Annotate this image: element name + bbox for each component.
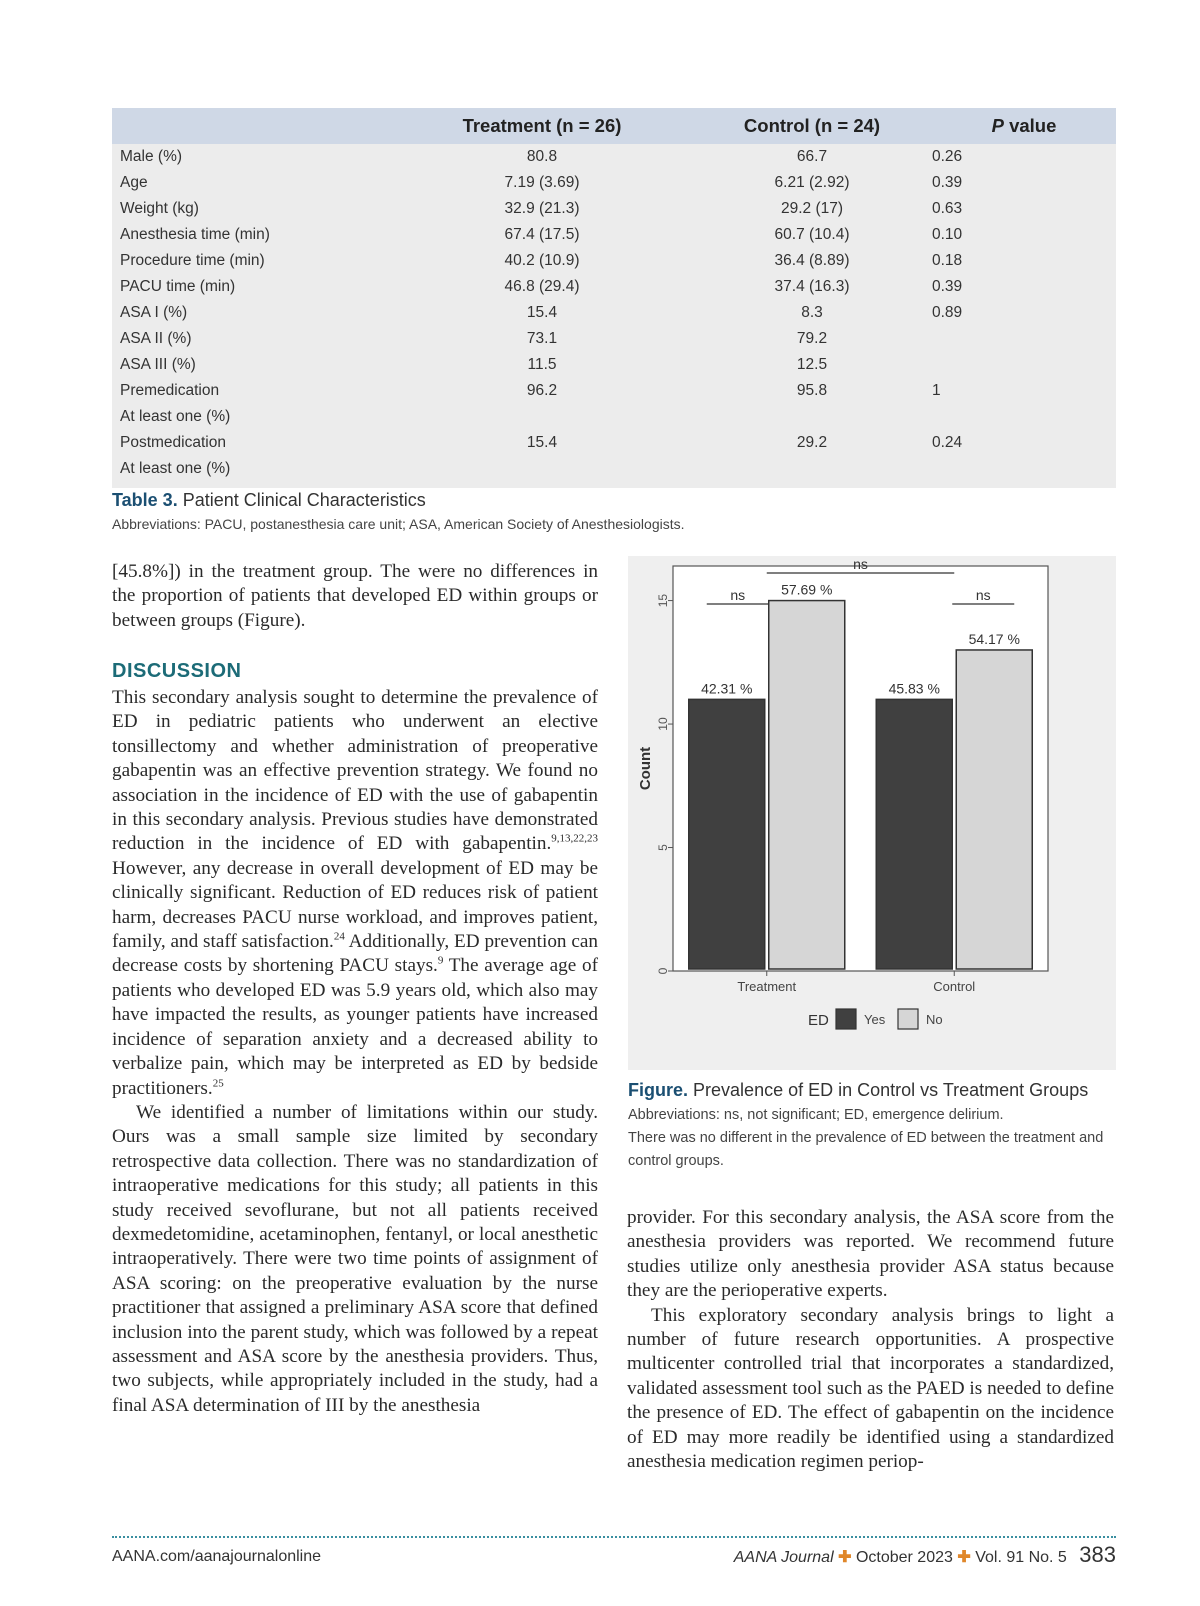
table-cell: 60.7 (10.4)	[774, 226, 850, 243]
table-caption	[112, 490, 426, 511]
discussion-text	[112, 686, 598, 1418]
table-cell	[932, 407, 1116, 427]
table-body	[112, 144, 1116, 482]
figure-abbreviations: Abbreviations: ns, not significant; ED, emergence delirium.	[628, 1107, 1004, 1123]
table-cell: 1	[932, 382, 941, 399]
table-cell: 0.10	[932, 226, 963, 243]
bar	[876, 699, 952, 969]
table-cell: Weight (kg)	[120, 200, 199, 217]
table-cell: 80.8	[526, 148, 558, 165]
table-cell: 0.18	[932, 252, 963, 269]
data-label: 42.31 %	[701, 680, 753, 697]
table-cell: 15.4	[526, 434, 558, 451]
table-cell: 0.89	[932, 304, 963, 321]
data-label: 45.83 %	[888, 680, 940, 697]
table-cell: Anesthesia time (min)	[120, 226, 270, 243]
significance-label: ns	[730, 587, 746, 603]
y-axis-label: Count	[637, 746, 654, 791]
table-cell: ASA III (%)	[120, 356, 196, 373]
data-label: 54.17 %	[968, 630, 1020, 647]
table-cell: 95.8	[796, 382, 828, 399]
table-row	[112, 248, 1116, 274]
bar	[689, 699, 765, 969]
significance-label: ns	[853, 556, 868, 572]
table-caption-text: Patient Clinical Characteristics	[182, 490, 426, 510]
table-cell: 7.19 (3.69)	[504, 174, 580, 191]
table-row	[112, 222, 1116, 248]
bar	[956, 650, 1032, 969]
plus-icon: ✚	[957, 1549, 971, 1566]
table-row	[112, 430, 1116, 456]
table-cell: 79.2	[796, 330, 828, 347]
significance-label: ns	[975, 587, 991, 603]
discussion-heading: DISCUSSION	[112, 660, 242, 682]
header-cell: Treatment (n = 26)	[462, 115, 622, 136]
paragraph: This secondary analysis sought to determine the prevalence of ED in pediatric patients who underwent an elective tonsillectomy and whether administration of preoperative gabapentin was an effective prevention strategy. We found no association in the incidence of ED with the use of gabapentin in this secondary analysis. Previous studies have demonstrated reduction in the incidence of ED with gabapentin.$^{9,13,22,23}$ However, any decrease in overall development of ED may be clinically significant. Reduction of ED reduces risk of patient harm, decreases PACU nurse workload, and improves patient, family, and staff satisfaction.$^{24}$ Additionally, ED prevention can decrease costs by shortening PACU stays.$^9$ The average age of patients who developed ED was 5.9 years old, which also may have impacted the results, as younger patients have increased incidence of separation anxiety and a decreased ability to verbalize pain, which may be interpreted as ED by bedside practitioners.$^{25}$	[112, 687, 598, 1099]
y-tick-label: 10	[656, 717, 670, 731]
table-cell: At least one (%)	[120, 408, 231, 425]
figure-caption-text: Prevalence of ED in Control vs Treatment Groups	[693, 1080, 1089, 1100]
table-row	[112, 326, 1116, 352]
paragraph: We identified a number of limitations within our study. Ours was a small sample size limited by secondary retrospective data collection. There was no standardization of intraoperative medications for this study; all patients in this study received sevoflurane, but not all patients received dexmedetomidine, acetaminophen, fentanyl, or local anesthetic intraoperatively. There were two time points of assignment of ASA scoring: on the preoperative evaluation by the nurse practitioner that assigned a preliminary ASA score that defined inclusion into the parent study, which was followed by a repeat assessment and ASA score by the anesthesia providers. Thus, two subjects, while appropriately included in the study, had a final ASA determination of III by the anesthesia	[112, 1101, 598, 1416]
table-cell: 73.1	[526, 330, 558, 347]
paragraph: This exploratory secondary analysis brings to light a number of future research opportunities. A prospective multicenter controlled trial that incorporates a standardized, validated assessment tool such as the PAED is needed to define the presence of ED. The effect of gabapentin on the incidence of ED may more readily be identified using a standardized anesthesia medication regimen periop-	[627, 1304, 1114, 1473]
table-cell	[692, 459, 932, 479]
legend-swatch	[898, 1009, 918, 1029]
table-cell: Postmedication	[120, 434, 226, 451]
table-cell: At least one (%)	[120, 460, 231, 477]
bar	[769, 601, 845, 969]
x-tick-label: Control	[933, 979, 976, 994]
figure-caption	[628, 1080, 1118, 1173]
y-tick-label: 5	[656, 844, 670, 851]
table-row	[112, 300, 1116, 326]
table-cell	[932, 459, 1116, 479]
table-cell: 8.3	[801, 304, 823, 321]
y-tick-label: 0	[656, 967, 670, 975]
journal-issue-info	[734, 1542, 1116, 1568]
table-cell: 15.4	[526, 304, 558, 321]
table-row	[112, 274, 1116, 300]
issue-date: October 2023	[855, 1549, 953, 1566]
bar-chart	[628, 556, 1116, 1070]
table-cell: 0.39	[932, 278, 963, 295]
table-cell: 40.2 (10.9)	[504, 252, 580, 269]
page-number: 383	[1079, 1542, 1116, 1567]
table-row	[112, 404, 1116, 430]
table-row	[112, 456, 1116, 482]
table-header	[112, 108, 1116, 144]
right-column-text	[627, 1206, 1114, 1474]
table-cell: Premedication	[120, 382, 220, 399]
table-abbreviations: Abbreviations: PACU, postanesthesia care unit; ASA, American Society of Anesthesiologists.	[112, 516, 685, 532]
y-tick-label: 15	[656, 593, 670, 608]
table-caption-label: Table 3.	[112, 490, 178, 510]
ed-prevalence-figure	[628, 556, 1116, 1070]
table-cell	[392, 407, 692, 427]
table-cell: 11.5	[527, 356, 557, 373]
journal-name: AANA Journal	[733, 1549, 834, 1566]
table-cell: 0.63	[932, 200, 963, 217]
legend-label: Yes	[864, 1012, 886, 1027]
table-row	[112, 352, 1116, 378]
data-label: 57.69 %	[781, 581, 833, 598]
table-cell: 0.39	[932, 174, 963, 191]
table-cell: Male (%)	[120, 148, 183, 165]
table-cell: 46.8 (29.4)	[504, 278, 580, 295]
table-cell: 6.21 (2.92)	[774, 174, 850, 191]
table-row	[112, 144, 1116, 170]
table-cell: Procedure time (min)	[120, 252, 265, 269]
table-row	[112, 170, 1116, 196]
legend-swatch	[836, 1009, 856, 1029]
table-cell: 32.9 (21.3)	[504, 200, 580, 217]
clinical-characteristics-table	[112, 108, 1116, 488]
table-cell: 66.7	[796, 148, 828, 165]
table-row	[112, 196, 1116, 222]
table-cell: 12.5	[796, 356, 828, 373]
table-cell	[692, 407, 932, 427]
left-intro-text	[112, 560, 598, 633]
x-tick-label: Treatment	[737, 979, 797, 994]
table-cell: PACU time (min)	[120, 278, 236, 295]
table-cell	[932, 355, 1116, 375]
table-cell: 96.2	[526, 382, 558, 399]
figure-note: There was no different in the prevalence of ED between the treatment and control groups.	[628, 1130, 1104, 1169]
table-cell: 67.4 (17.5)	[504, 226, 580, 243]
plus-icon: ✚	[838, 1549, 852, 1566]
legend-title: ED	[808, 1012, 829, 1029]
header-cell: P value	[991, 115, 1057, 136]
paragraph: [45.8%]) in the treatment group. The were no differences in the proportion of patients that developed ED within groups or between groups (Figure).	[112, 561, 598, 631]
journal-url[interactable]: AANA.com/aanajournalonline	[112, 1548, 322, 1565]
table-cell: 37.4 (16.3)	[774, 278, 850, 295]
table-cell: 36.4 (8.89)	[774, 252, 850, 269]
table-cell: ASA I (%)	[120, 304, 188, 321]
table-cell: 0.26	[932, 148, 963, 165]
footer-divider	[112, 1536, 1116, 1538]
table-cell: 29.2	[796, 434, 828, 451]
table-cell	[392, 459, 692, 479]
table-cell	[932, 329, 1116, 349]
issue-volume: Vol. 91 No. 5	[975, 1549, 1067, 1566]
figure-caption-label: Figure.	[628, 1080, 689, 1100]
table-row	[112, 378, 1116, 404]
table-cell: 29.2 (17)	[780, 200, 844, 217]
header-cell: Control (n = 24)	[743, 115, 881, 136]
table-cell: Age	[120, 174, 148, 191]
table-cell: ASA II (%)	[120, 330, 192, 347]
table-cell: 0.24	[932, 434, 963, 451]
paragraph: provider. For this secondary analysis, the ASA score from the anesthesia providers was reported. We recommend future studies utilize only anesthesia provider ASA status because they are the perioperative experts.	[627, 1207, 1114, 1302]
legend-label: No	[926, 1012, 943, 1027]
